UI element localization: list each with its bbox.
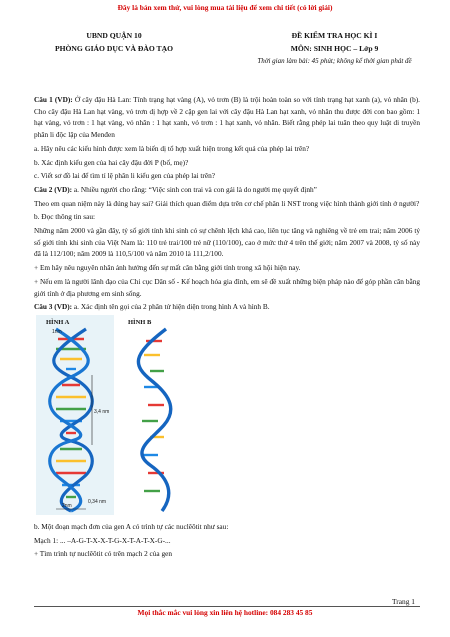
label-3-4nm: 3,4 nm: [94, 408, 110, 415]
question-2: [34, 184, 420, 196]
hotline-banner: Mọi thắc mắc vui lòng xin liên hệ hotline: 084 283 45 85: [137, 608, 313, 617]
label-2nm: 2nm: [62, 502, 72, 509]
question-3-label: Câu 3 (VD):: [34, 302, 73, 312]
exam-title: ĐỀ KIỂM TRA HỌC KÌ I: [291, 31, 378, 40]
header-right: [232, 29, 437, 68]
question-2-bullet2: + Nếu em là người lãnh đạo của Chi cục Dân số - Kế hoạch hóa gia đình, em sẽ đề xuất những biện pháp nào để góp phần cân bằng giới tính ở địa phương em sinh sống.: [34, 276, 420, 298]
time-note: Thời gian làm bài: 45 phút; không kể thời gian phát đề: [257, 57, 412, 65]
question-1a: a. Hãy nêu các kiểu hình được xem là biến dị tổ hợp xuất hiện trong kết quả của phép lai trên?: [34, 143, 310, 153]
question-3-intro: a. Xác định tên gọi của 2 phân tử hiện diện trong hình A và hình B.: [72, 302, 270, 312]
footer-divider: [34, 606, 420, 607]
label-1nm: 1nm: [52, 328, 62, 335]
header-left: [14, 29, 214, 55]
question-1-text: Ở cây đậu Hà Lan: Tính trạng hạt vàng (A), vỏ trơn (B) là trội hoàn toàn so với tính trạng hạt xanh (a), vỏ nhăn (b). Cho cây đậu Hà Lan hạt vàng, vỏ trơn dị hợp về 2 cặp gen lai với cây đậu Hà Lan hạt xanh, vỏ nhăn thu được đời con bao gồm: 1 hạt vàng, vỏ trơn : 1 hạt vàng, vỏ nhăn : 1 hạt xanh, vỏ trơn : 1 hạt xanh, vỏ nhăn. Biết rằng phép lai tuân theo quy luật di truyền phân li độc lập của Menđen: [34, 95, 420, 140]
label-0-34nm: 0,34 nm: [88, 498, 107, 505]
question-1b: b. Xác định kiểu gen của hai cây đậu đời P (bố, mẹ)?: [34, 157, 189, 167]
figure-b-title: HÌNH B: [128, 318, 152, 326]
preview-banner: Đây là bản xem thử, vui lòng mua tài liệu để xem chi tiết (có lời giải): [117, 3, 333, 12]
question-3: [34, 301, 420, 313]
page-number: Trang 1: [392, 597, 415, 606]
subject-line: MÔN: SINH HỌC – Lớp 9: [290, 44, 379, 53]
figure-a-title: HÌNH A: [46, 318, 70, 326]
dna-double-helix-image: [36, 315, 114, 515]
question-1: [34, 94, 420, 141]
single-strand-helix-image: [116, 315, 192, 515]
question-3b: b. Một đoạn mạch đơn của gen A có trình tự các nuclêôtit như sau:: [34, 521, 229, 531]
question-2-intro: a. Nhiều người cho rằng: “Việc sinh con trai và con gái là do người mẹ quyết định”: [72, 184, 317, 194]
department-name: PHÒNG GIÁO DỤC VÀ ĐÀO TẠO: [54, 44, 174, 53]
exam-body: [34, 94, 420, 562]
question-1c: c. Viết sơ đồ lai để tìm tỉ lệ phân li kiểu gen của phép lai trên?: [34, 171, 215, 181]
question-2-bullet1: + Em hãy nêu nguyên nhân ảnh hưởng đến sự mất cân bằng giới tính trong xã hội hiện nay.: [34, 263, 301, 273]
district-name: UBND QUẬN 10: [86, 31, 142, 40]
question-3-bullet1: + Tìm trình tự nuclêôtit có trên mạch 2 của gen: [34, 549, 173, 559]
question-2-para1: Theo em quan niệm này là đúng hay sai? Giải thích quan điểm dựa trên cơ chế phân li NST trong việc hình thành giới tính ở người?: [34, 198, 420, 208]
figure-a: [36, 315, 114, 515]
figures: [34, 315, 420, 515]
question-2-label: Câu 2 (VD):: [34, 184, 73, 194]
question-1-label: Câu 1 (VD):: [34, 95, 73, 104]
question-2-para2: Những năm 2000 và gần đây, tỷ số giới tính khi sinh có sự chênh lệch khá cao, liên tục tăng và nghiêng về trẻ em trai; năm 2006 tỷ số giới tính khi sinh của Việt Nam là: 110 trẻ trai/100 trẻ nữ (110/100), cao ở mức thứ 4 trên thế giới; năm 2007 và 2008, tỷ số này đã là 112/100; năm 2009 là 110,5/100 và năm 2010 là 111,2/100.: [34, 226, 420, 259]
question-2b: b. Đọc thông tin sau:: [34, 212, 96, 222]
question-3-strand: Mạch 1: ... –A-G-T-X-X-T-G-X-T-A-T-X-G-...: [34, 535, 171, 545]
figure-b: [116, 315, 192, 515]
